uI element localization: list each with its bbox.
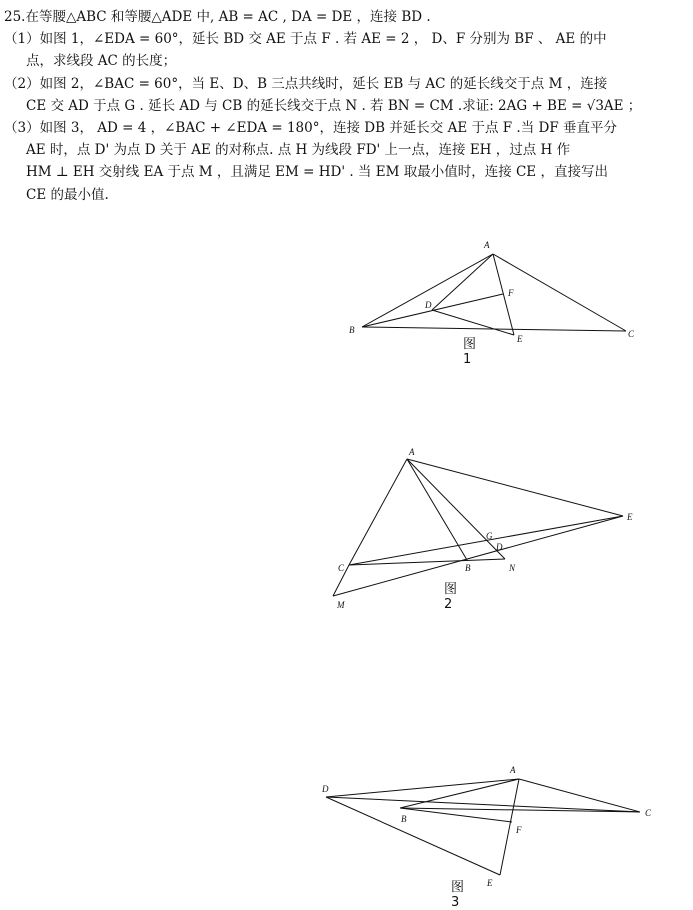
label-E: E: [487, 878, 493, 888]
label-C: C: [628, 329, 635, 339]
label-A: A: [510, 765, 516, 775]
figure-1-caption: 图 1: [463, 337, 477, 367]
problem-line: （2）如图 2，∠BAC = 60°，当 E、D、B 三点共线时，延长 EB 与 AC 的延长线交于点 M ，连接: [4, 75, 608, 92]
label-B: B: [401, 814, 407, 824]
segment-DA: [326, 779, 519, 797]
label-A: A: [484, 240, 490, 250]
label-C: C: [645, 808, 652, 818]
label-D: D: [322, 784, 329, 794]
label-M: M: [337, 600, 345, 610]
label-G: G: [486, 531, 493, 541]
problem-line: CE 交 AD 于点 G . 延长 AD 与 CB 的延长线交于点 N . 若 BN = CM .求证: 2AG + BE = √3AE ；: [26, 97, 642, 114]
problem-line: AE 时，点 D' 为点 D 关于 AE 的对称点. 点 H 为线段 FD' 上一点，连接 EH ，过点 H 作: [26, 142, 571, 159]
label-C: C: [338, 563, 345, 573]
problem-line: 25.在等腰△ABC 和等腰△ADE 中, AB = AC , DA = DE ，连接 BD .: [4, 9, 431, 25]
problem-line: 点，求线段 AC 的长度；: [26, 53, 177, 70]
label-D: D: [425, 300, 432, 310]
label-E: E: [627, 512, 633, 522]
problem-line: （3）如图 3， AD = 4 ，∠BAC + ∠EDA = 180°，连接 DB 并延长交 AE 于点 F .当 DF 垂直平分: [4, 120, 617, 137]
label-F: F: [516, 825, 522, 835]
label-E: E: [517, 334, 523, 344]
problem-line: （1）如图 1，∠EDA = 60°，延长 BD 交 AE 于点 F . 若 AE = 2 ， D、F 分别为 BF 、 AE 的中: [4, 31, 607, 48]
problem-line: HM ⊥ EH 交射线 EA 于点 M ，且满足 EM = HD' . 当 EM 取最小值时，连接 CE ，直接写出: [26, 164, 608, 181]
label-B: B: [465, 563, 471, 573]
segment-BF: [400, 808, 512, 822]
label-N: N: [509, 563, 516, 573]
label-F: F: [508, 288, 514, 298]
label-A: A: [409, 447, 415, 457]
figure-3-caption: 图 3: [451, 880, 465, 910]
label-B: B: [349, 325, 355, 335]
label-D: D: [496, 542, 503, 552]
problem-line: CE 的最小值.: [26, 186, 109, 203]
figure-2-caption: 图 2: [444, 582, 458, 612]
